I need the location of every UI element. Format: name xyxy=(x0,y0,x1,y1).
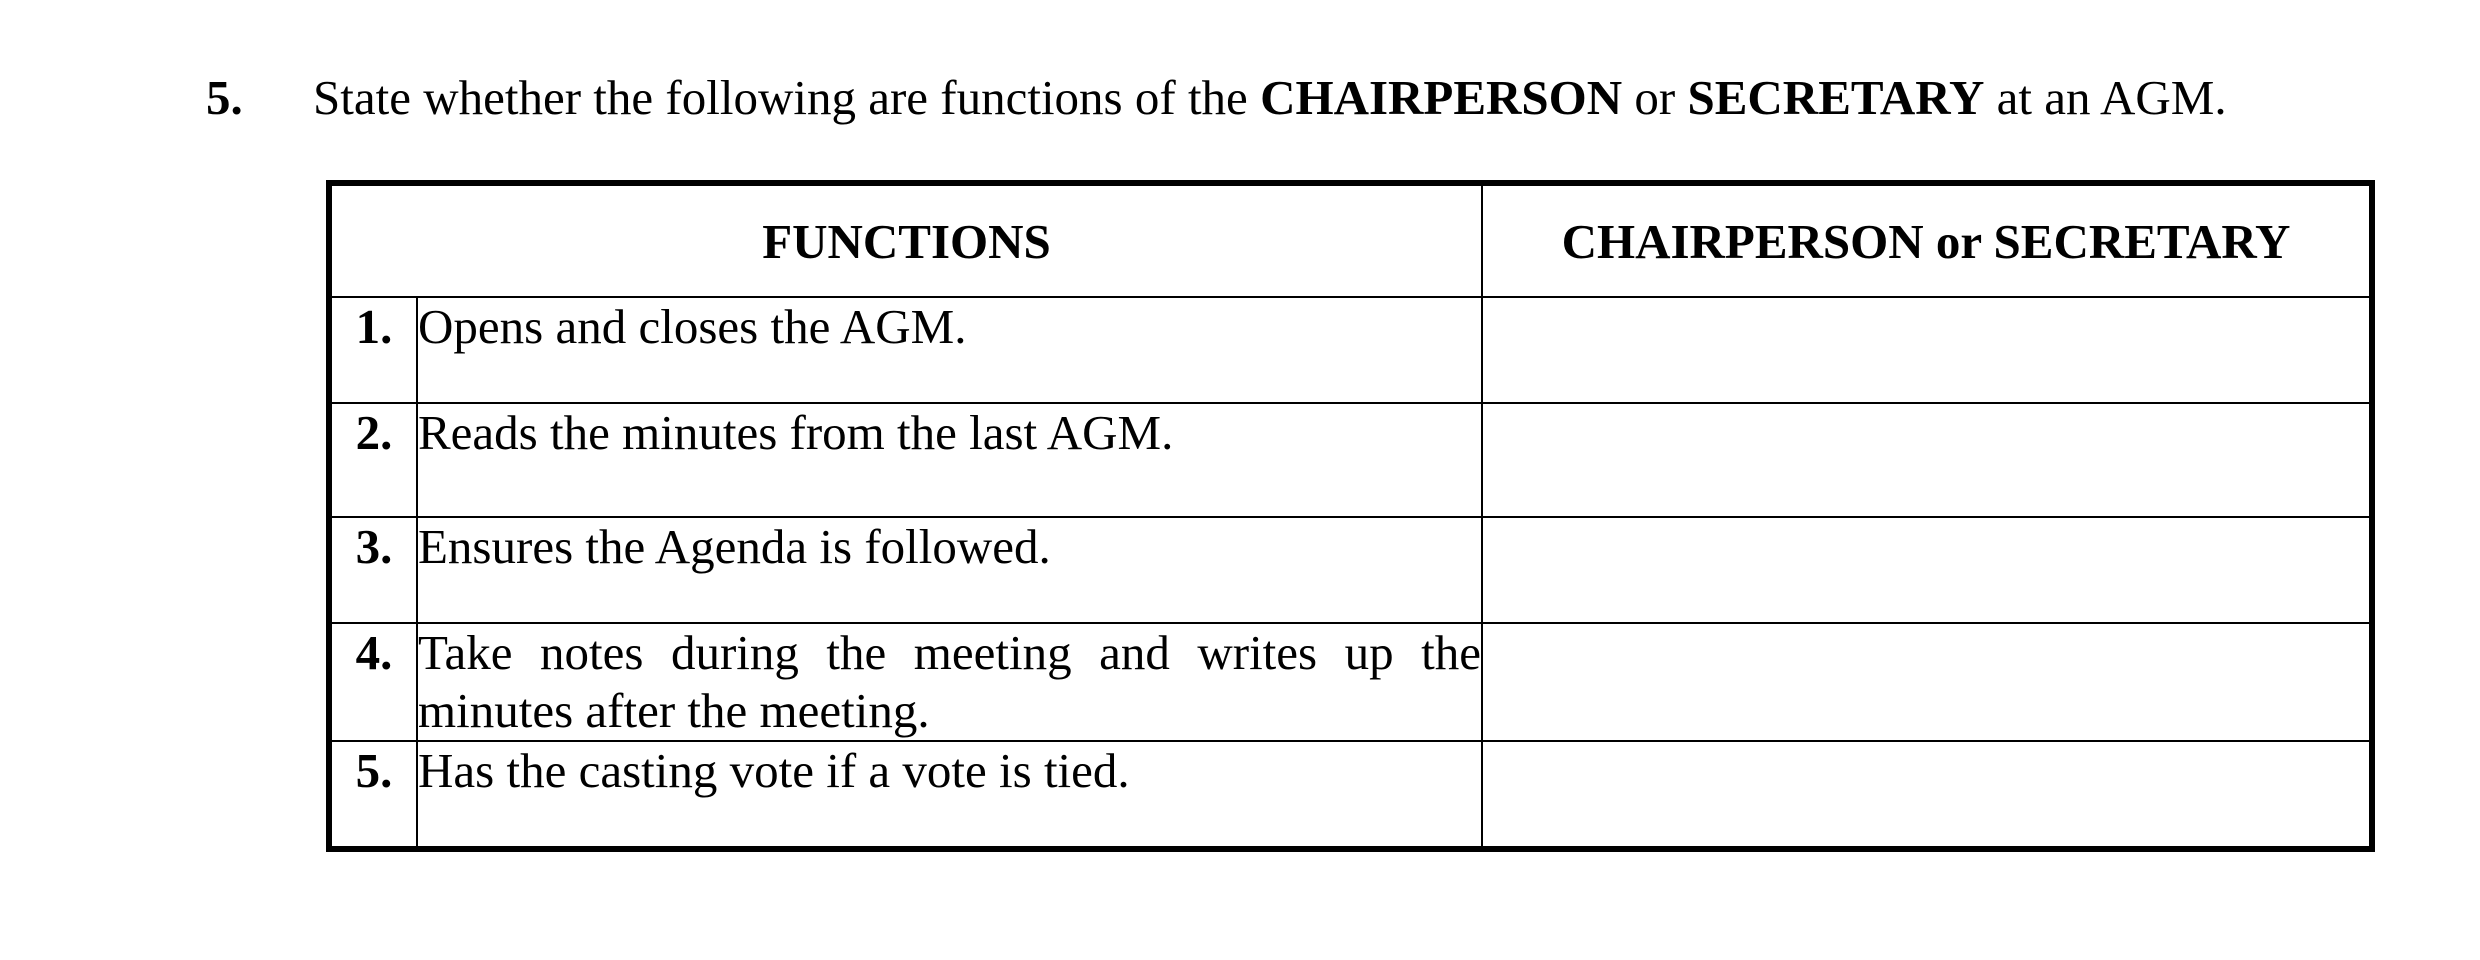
question-bold-chairperson: CHAIRPERSON xyxy=(1260,70,1623,125)
function-text: Take notes during the meeting and writes up the minutes after the meeting. xyxy=(417,623,1482,741)
answer-header: CHAIRPERSON or SECRETARY xyxy=(1482,183,2372,297)
row-number: 1. xyxy=(329,297,417,403)
function-text: Opens and closes the AGM. xyxy=(417,297,1482,403)
row-number: 5. xyxy=(329,741,417,849)
question-text-after: at an AGM. xyxy=(1984,70,2227,125)
question-text xyxy=(313,70,2227,125)
question-number: 5. xyxy=(206,70,243,125)
row-number: 3. xyxy=(329,517,417,623)
answer-cell[interactable] xyxy=(1482,403,2372,517)
function-text: Ensures the Agenda is followed. xyxy=(417,517,1482,623)
answer-cell[interactable] xyxy=(1482,623,2372,741)
functions-table xyxy=(326,180,2375,852)
functions-header: FUNCTIONS xyxy=(329,183,1482,297)
function-text: Reads the minutes from the last AGM. xyxy=(417,403,1482,517)
question-text-middle: or xyxy=(1622,70,1688,125)
table-row xyxy=(329,297,2372,403)
question-bold-secretary: SECRETARY xyxy=(1687,70,1985,125)
function-text: Has the casting vote if a vote is tied. xyxy=(417,741,1482,849)
table-row xyxy=(329,403,2372,517)
row-number: 2. xyxy=(329,403,417,517)
answer-cell[interactable] xyxy=(1482,741,2372,849)
question-heading xyxy=(206,58,2227,138)
table-row xyxy=(329,741,2372,849)
question-text-before: State whether the following are functions of the xyxy=(313,70,1261,125)
row-number: 4. xyxy=(329,623,417,741)
table-row xyxy=(329,623,2372,741)
answer-cell[interactable] xyxy=(1482,297,2372,403)
answer-cell[interactable] xyxy=(1482,517,2372,623)
table-header-row xyxy=(329,183,2372,297)
table-row xyxy=(329,517,2372,623)
